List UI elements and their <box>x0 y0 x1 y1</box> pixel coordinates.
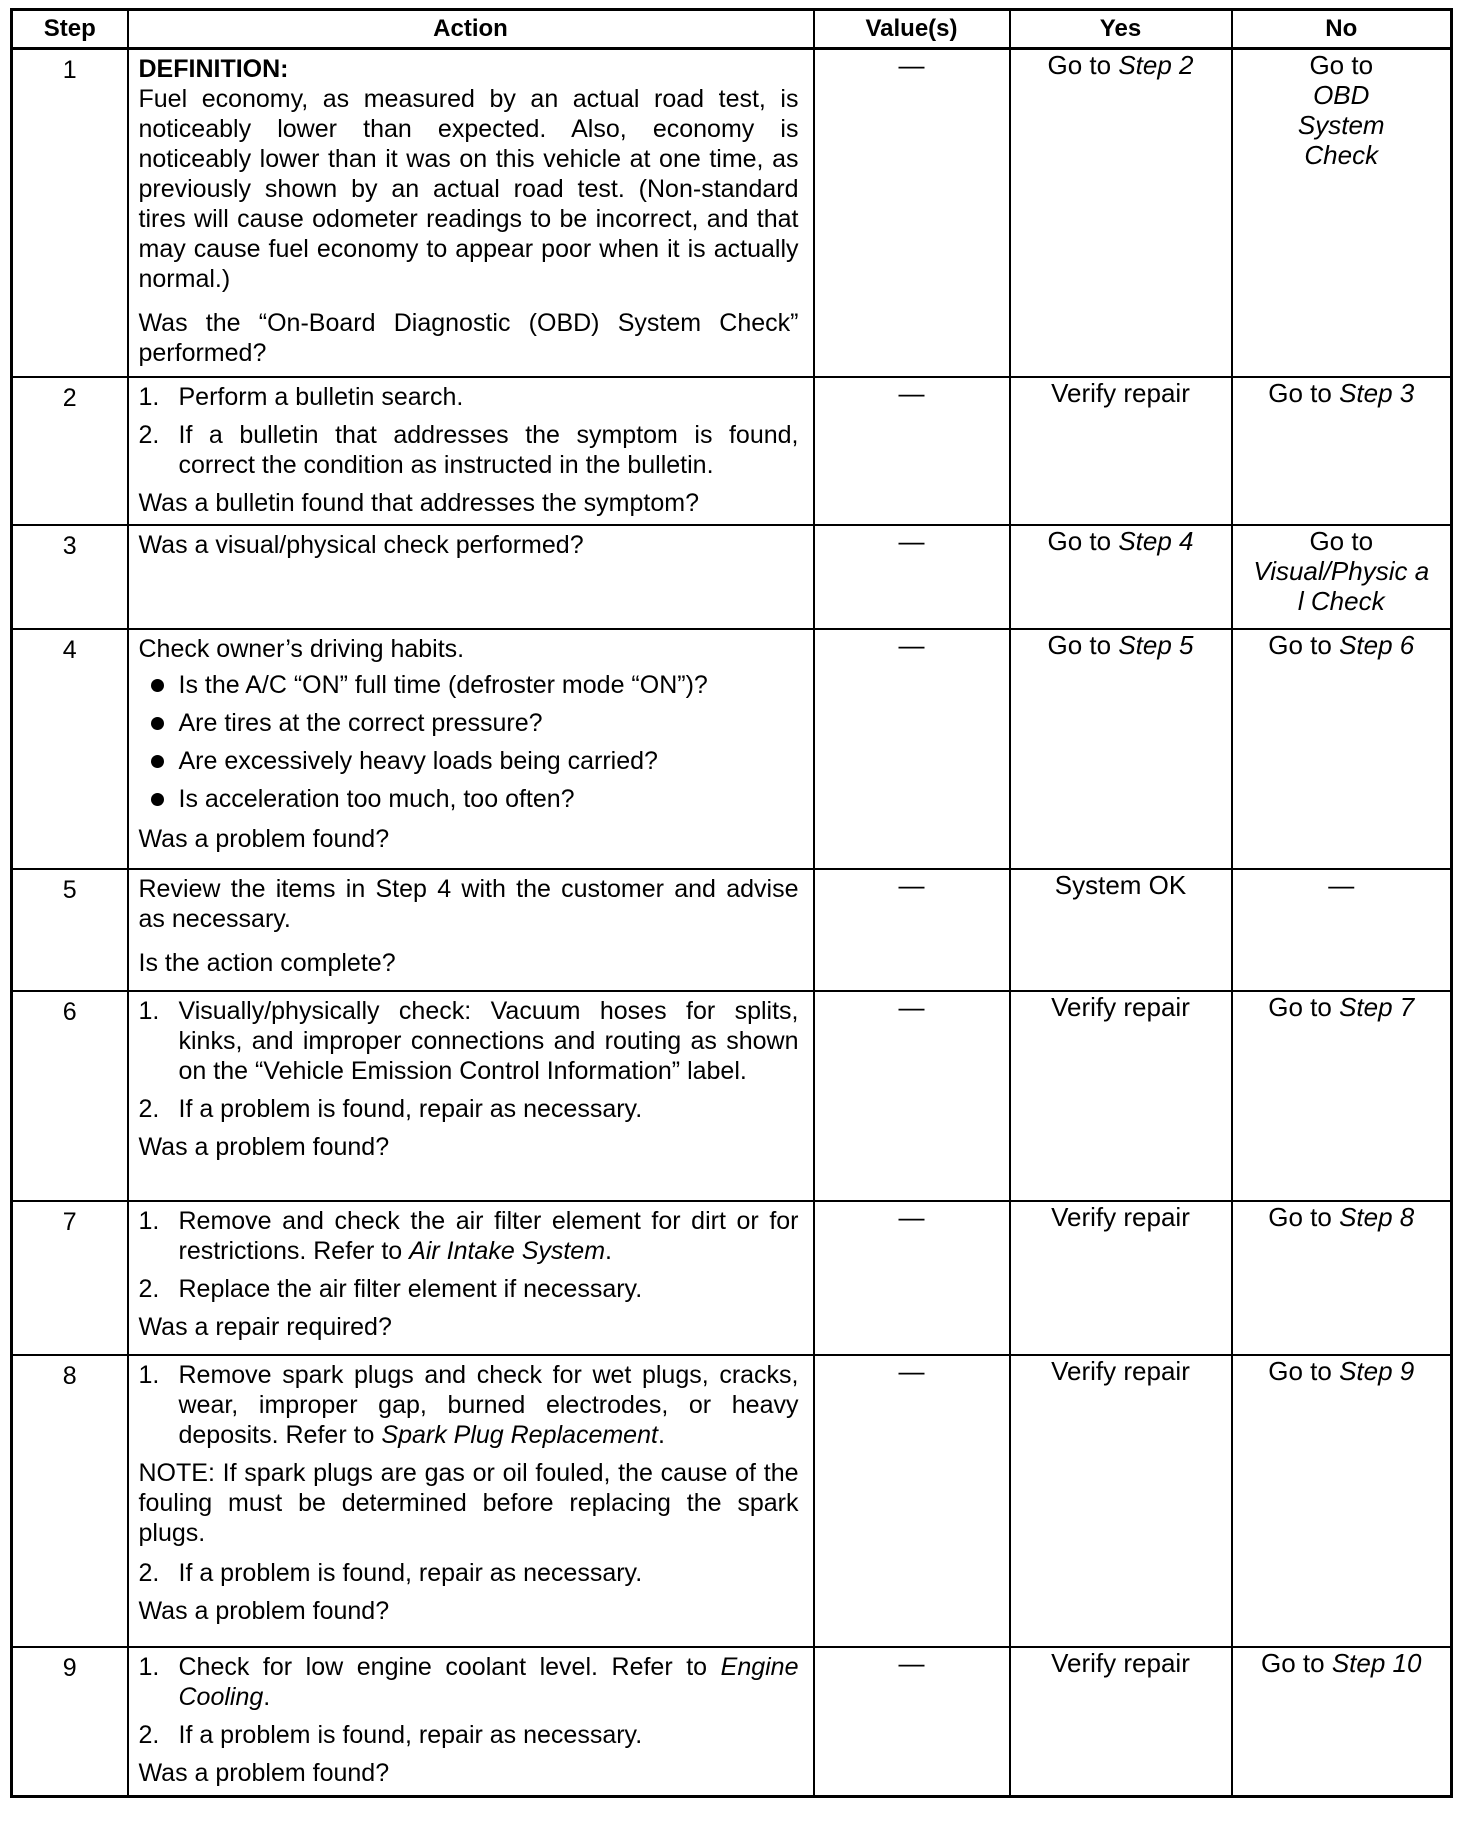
no-cell <box>1232 1201 1452 1355</box>
item-text: Perform a bulletin search. <box>178 382 464 411</box>
reference-link[interactable]: Spark Plug Replacement <box>381 1420 658 1449</box>
question: Was a problem found? <box>138 1132 390 1161</box>
yes-cell: System OK <box>1010 869 1232 991</box>
item-text: Replace the air filter element if necessary. <box>178 1274 643 1303</box>
action-cell <box>128 525 814 629</box>
list-item <box>139 996 799 1086</box>
table-row <box>12 1201 1452 1355</box>
no-prefix: Go to <box>1268 629 1340 660</box>
bullet-icon <box>151 793 164 806</box>
list-item <box>139 1720 799 1750</box>
header-no: No <box>1232 10 1452 49</box>
table-row <box>12 377 1452 525</box>
yes-cell: Verify repair <box>1010 991 1232 1201</box>
action-cell <box>128 869 814 991</box>
item-text-end: . <box>657 1420 665 1449</box>
value-cell: — <box>814 1647 1010 1797</box>
item-number: 1. <box>138 1206 160 1235</box>
question: Was a problem found? <box>138 824 390 853</box>
yes-link[interactable]: Step 5 <box>1118 629 1194 660</box>
no-cell <box>1232 49 1452 377</box>
step-number: 4 <box>12 629 128 869</box>
item-text: Remove spark plugs and check for wet plugs, cracks, wear, improper gap, burned electrodes, or heavy deposits. Refer to <box>178 1360 799 1449</box>
numbered-list <box>139 1206 799 1304</box>
list-item <box>139 420 799 480</box>
yes-cell <box>1010 525 1232 629</box>
numbered-list <box>139 996 799 1124</box>
diagnostic-page <box>10 8 1450 1798</box>
definition-label: DEFINITION: <box>138 55 289 83</box>
no-cell: — <box>1232 869 1452 991</box>
no-link[interactable]: Step 10 <box>1331 1647 1422 1678</box>
no-prefix: Go to <box>1268 1201 1340 1232</box>
step-number: 6 <box>12 991 128 1201</box>
table-header-row <box>12 10 1452 49</box>
no-cell <box>1232 377 1452 525</box>
yes-cell: Verify repair <box>1010 377 1232 525</box>
no-prefix: Go to <box>1309 50 1374 80</box>
item-text-end: . <box>263 1682 271 1711</box>
bullet-icon <box>151 679 164 692</box>
action-cell <box>128 1647 814 1797</box>
action-cell <box>128 629 814 869</box>
value-cell: — <box>814 629 1010 869</box>
item-number: 2. <box>138 1558 160 1587</box>
question: Was a problem found? <box>138 1596 390 1625</box>
value-cell: — <box>814 377 1010 525</box>
bullet-list <box>139 670 799 814</box>
item-text: Is the A/C “ON” full time (defroster mode “ON”)? <box>178 670 708 699</box>
no-prefix: Go to <box>1268 991 1340 1022</box>
step-number: 1 <box>12 49 128 377</box>
step-number: 2 <box>12 377 128 525</box>
yes-cell: Verify repair <box>1010 1355 1232 1647</box>
list-item <box>139 1652 799 1712</box>
list-item <box>139 1558 799 1588</box>
no-prefix: Go to <box>1268 1355 1340 1386</box>
item-number: 1. <box>138 382 160 411</box>
no-cell <box>1232 629 1452 869</box>
list-item <box>139 382 799 412</box>
list-item <box>139 1274 799 1304</box>
definition-text: Fuel economy, as measured by an actual road test, is noticeably lower than expected. Also, economy is noticeably lower than it was on this vehicle at one time, as previously shown by an actual road test. (Non-standard tires will cause odometer readings to be incorrect, and that may cause fuel economy to appear poor when it is actually normal.) <box>138 85 799 293</box>
step-number: 7 <box>12 1201 128 1355</box>
header-yes: Yes <box>1010 10 1232 49</box>
diagnostic-table <box>10 8 1453 1798</box>
numbered-list <box>139 1558 799 1588</box>
item-number: 2. <box>138 1720 160 1749</box>
item-text: Remove and check the air filter element for dirt or for restrictions. Refer to <box>178 1206 799 1265</box>
action-cell <box>128 1201 814 1355</box>
value-cell: — <box>814 869 1010 991</box>
item-number: 1. <box>138 1652 160 1681</box>
table-row <box>12 49 1452 377</box>
reference-link[interactable]: Air Intake System <box>409 1236 606 1265</box>
table-row <box>12 1647 1452 1797</box>
yes-prefix: Go to <box>1047 629 1119 660</box>
list-item <box>139 670 799 700</box>
numbered-list <box>139 382 799 480</box>
no-link[interactable]: Visual/Physic al Check <box>1253 555 1430 616</box>
action-cell <box>128 49 814 377</box>
no-cell <box>1232 1647 1452 1797</box>
question: Was the “On-Board Diagnostic (OBD) System Check” performed? <box>138 309 799 367</box>
list-item <box>139 708 799 738</box>
no-prefix: Go to <box>1268 377 1340 408</box>
no-link[interactable]: OBD System Check <box>1297 80 1385 170</box>
yes-link[interactable]: Step 4 <box>1118 525 1194 556</box>
yes-cell <box>1010 629 1232 869</box>
table-row <box>12 1355 1452 1647</box>
item-text: Check for low engine coolant level. Refer to <box>178 1652 721 1681</box>
item-text: If a problem is found, repair as necessary. <box>178 1720 643 1749</box>
yes-cell: Verify repair <box>1010 1201 1232 1355</box>
value-cell: — <box>814 991 1010 1201</box>
item-text-end: . <box>605 1236 612 1265</box>
item-number: 2. <box>138 1274 160 1303</box>
item-text: Are tires at the correct pressure? <box>178 708 543 737</box>
value-cell: — <box>814 49 1010 377</box>
list-item <box>139 1360 799 1450</box>
yes-prefix: Go to <box>1047 50 1119 80</box>
action-cell <box>128 1355 814 1647</box>
list-item <box>139 784 799 814</box>
table-row <box>12 525 1452 629</box>
item-text: If a bulletin that addresses the symptom is found, correct the condition as instructed in the bulletin. <box>178 420 799 479</box>
value-cell: — <box>814 525 1010 629</box>
question: Is the action complete? <box>138 948 396 977</box>
no-cell <box>1232 525 1452 629</box>
item-number: 1. <box>138 996 160 1025</box>
list-item <box>139 1206 799 1266</box>
no-prefix: Go to <box>1261 1647 1332 1678</box>
step-number: 9 <box>12 1647 128 1797</box>
no-link[interactable]: Step 6 <box>1339 629 1415 660</box>
reference-link[interactable]: Engine Cooling <box>178 1652 799 1711</box>
question: Was a problem found? <box>138 1758 390 1787</box>
table-row <box>12 991 1452 1201</box>
header-action: Action <box>128 10 814 49</box>
no-link[interactable]: Step 7 <box>1339 991 1415 1022</box>
no-cell <box>1232 1355 1452 1647</box>
header-values: Value(s) <box>814 10 1010 49</box>
step-number: 5 <box>12 869 128 991</box>
no-prefix: Go to <box>1309 525 1374 556</box>
numbered-list <box>139 1652 799 1750</box>
table-row <box>12 629 1452 869</box>
yes-cell: Verify repair <box>1010 1647 1232 1797</box>
note-text: NOTE: If spark plugs are gas or oil fouled, the cause of the fouling must be determined before replacing the spark plugs. <box>138 1458 799 1547</box>
no-link[interactable]: Step 9 <box>1339 1355 1415 1386</box>
action-cell <box>128 991 814 1201</box>
intro-text: Review the items in Step 4 with the customer and advise as necessary. <box>138 874 799 933</box>
yes-prefix: Go to <box>1047 525 1119 556</box>
item-text: Are excessively heavy loads being carried? <box>178 746 658 775</box>
yes-cell <box>1010 49 1232 377</box>
question: Was a bulletin found that addresses the symptom? <box>138 488 699 517</box>
no-cell <box>1232 991 1452 1201</box>
step-number: 3 <box>12 525 128 629</box>
item-number: 2. <box>138 1094 160 1123</box>
no-link[interactable]: Step 3 <box>1339 377 1415 408</box>
item-number: 2. <box>138 420 160 449</box>
intro-text: Check owner’s driving habits. <box>138 634 465 663</box>
item-text: If a problem is found, repair as necessary. <box>178 1558 643 1587</box>
yes-link[interactable]: Step 2 <box>1118 50 1194 80</box>
step-number: 8 <box>12 1355 128 1647</box>
question: Was a visual/physical check performed? <box>138 530 584 559</box>
action-cell <box>128 377 814 525</box>
bullet-icon <box>151 717 164 730</box>
value-cell: — <box>814 1201 1010 1355</box>
question: Was a repair required? <box>138 1312 392 1341</box>
header-step: Step <box>12 10 128 49</box>
item-text: If a problem is found, repair as necessary. <box>178 1094 643 1123</box>
list-item <box>139 746 799 776</box>
no-link[interactable]: Step 8 <box>1339 1201 1415 1232</box>
value-cell: — <box>814 1355 1010 1647</box>
item-text: Is acceleration too much, too often? <box>178 784 575 813</box>
list-item <box>139 1094 799 1124</box>
bullet-icon <box>151 755 164 768</box>
numbered-list <box>139 1360 799 1450</box>
table-row <box>12 869 1452 991</box>
item-number: 1. <box>138 1360 160 1389</box>
item-text: Visually/physically check: Vacuum hoses for splits, kinks, and improper connections and routing as shown on the “Vehicle Emission Control Information” label. <box>178 996 799 1085</box>
